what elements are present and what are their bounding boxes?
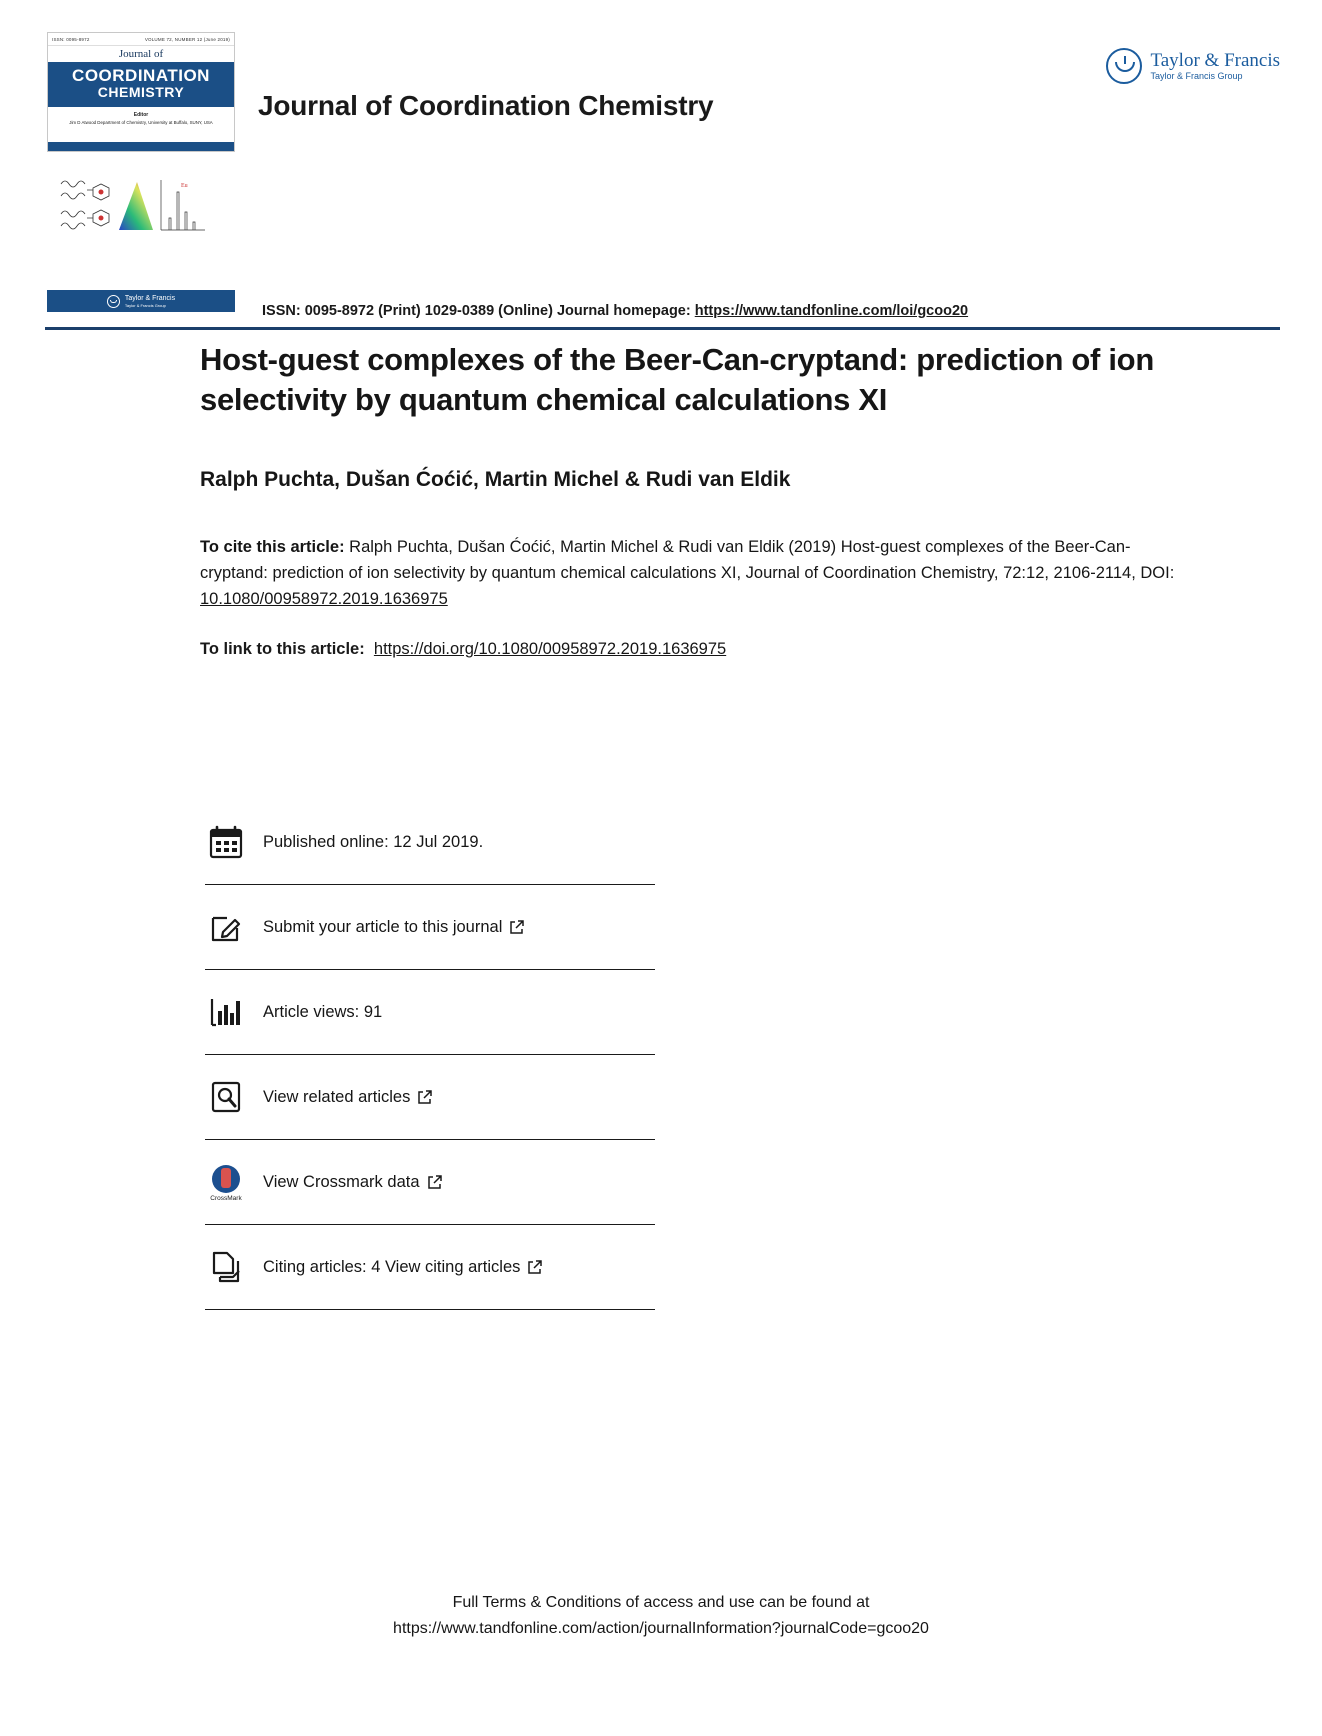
metric-crossmark[interactable] bbox=[205, 1140, 655, 1224]
footer-line-1: Full Terms & Conditions of access and use can be found at bbox=[452, 1594, 870, 1611]
svg-text:Eu: Eu bbox=[181, 183, 188, 189]
doi-link[interactable]: 10.1080/00958972.2019.1636975 bbox=[200, 590, 448, 608]
cover-bottom-bar bbox=[48, 142, 234, 151]
journal-cover-thumbnail[interactable] bbox=[47, 32, 235, 152]
taylor-francis-logo[interactable] bbox=[1106, 48, 1280, 84]
graphical-abstract-thumbnail bbox=[57, 174, 207, 236]
metric-label: Article views: 91 bbox=[263, 1002, 383, 1021]
taylor-francis-mark-icon bbox=[1106, 48, 1142, 84]
link-label: To link to this article: bbox=[200, 640, 365, 658]
external-link-icon bbox=[417, 1090, 432, 1105]
metric-label-text: Citing articles: 4 View citing articles bbox=[263, 1257, 521, 1276]
taylor-francis-strip bbox=[47, 290, 235, 312]
strip-publisher-group: Taylor & Francis Group bbox=[124, 302, 166, 308]
article-block bbox=[200, 340, 1182, 662]
cite-text: Ralph Puchta, Dušan Ćoćić, Martin Michel & Rudi van Eldik (2019) Host-guest complexes of the Beer-Can-cryptand: prediction of ion selectivity by quantum chemical calculations XI, Journal of Coordination Chemistry, 72:12, 2106-2114, DOI: bbox=[200, 538, 1175, 582]
metric-submit-article[interactable] bbox=[205, 885, 655, 969]
cover-editor-label: Editor bbox=[133, 112, 149, 118]
metric-citing-articles[interactable] bbox=[205, 1225, 655, 1309]
metric-label bbox=[263, 1173, 442, 1192]
issn-text: ISSN: 0095-8972 (Print) 1029-0389 (Online) Journal homepage: bbox=[262, 303, 691, 319]
metric-label-text: View Crossmark data bbox=[263, 1172, 420, 1191]
cover-journal-word: Journal of bbox=[118, 48, 164, 60]
cover-issn: ISSN: 0095-8972 bbox=[52, 36, 90, 42]
related-articles-icon bbox=[205, 1076, 247, 1118]
calendar-icon bbox=[205, 821, 247, 863]
journal-title: Journal of Coordination Chemistry bbox=[258, 90, 714, 121]
cover-title-line1: COORDINATION bbox=[72, 66, 210, 85]
svg-text:CrossMark: CrossMark bbox=[210, 1195, 242, 1202]
cover-title-block bbox=[48, 62, 234, 107]
crossmark-icon bbox=[205, 1161, 247, 1203]
footer-line-2[interactable]: https://www.tandfonline.com/action/journalInformation?journalCode=gcoo20 bbox=[393, 1620, 929, 1637]
citing-articles-icon bbox=[205, 1246, 247, 1288]
article-doi-url[interactable]: https://doi.org/10.1080/00958972.2019.1636975 bbox=[373, 640, 727, 658]
cover-title-line2: CHEMISTRY bbox=[97, 84, 185, 100]
article-views-icon bbox=[205, 991, 247, 1033]
cover-editor-block bbox=[48, 107, 234, 126]
article-metrics-list bbox=[205, 800, 655, 1310]
submit-article-icon bbox=[205, 906, 247, 948]
article-title: Host-guest complexes of the Beer-Can-cryptand: prediction of ion selectivity by quantum chemical calculations XI bbox=[200, 342, 1154, 417]
metric-label bbox=[263, 918, 524, 937]
metric-label: Published online: 12 Jul 2019. bbox=[263, 832, 484, 851]
masthead bbox=[0, 22, 1322, 319]
citation-block bbox=[200, 534, 1182, 612]
journal-homepage-link[interactable]: https://www.tandfonline.com/loi/gcoo20 bbox=[694, 303, 969, 319]
cite-label: To cite this article: bbox=[200, 538, 345, 556]
issn-line bbox=[262, 303, 968, 319]
strip-publisher-name: Taylor & Francis bbox=[124, 294, 176, 302]
taylor-francis-small-mark-icon bbox=[107, 295, 120, 308]
metric-divider bbox=[205, 1309, 655, 1310]
external-link-icon bbox=[427, 1175, 442, 1190]
article-authors: Ralph Puchta, Dušan Ćoćić, Martin Michel & Rudi van Eldik bbox=[200, 468, 791, 491]
metric-label bbox=[263, 1258, 542, 1277]
taylor-francis-wordmark bbox=[1150, 51, 1280, 82]
cover-volume: VOLUME 72, NUMBER 12 (June 2019) bbox=[144, 36, 230, 42]
metric-label bbox=[263, 1088, 432, 1107]
publisher-group: Taylor & Francis Group bbox=[1150, 70, 1243, 81]
cover-topbar bbox=[48, 33, 234, 46]
footer bbox=[0, 1590, 1322, 1642]
external-link-icon bbox=[527, 1260, 542, 1275]
metric-article-views bbox=[205, 970, 655, 1054]
link-block bbox=[200, 636, 1182, 662]
header-divider bbox=[45, 327, 1280, 330]
external-link-icon bbox=[509, 920, 524, 935]
metric-label-text: Submit your article to this journal bbox=[263, 917, 503, 936]
metric-published-online bbox=[205, 800, 655, 884]
metric-related-articles[interactable] bbox=[205, 1055, 655, 1139]
publisher-name: Taylor & Francis bbox=[1150, 49, 1280, 71]
cover-editor-line: Jim D Atwood Department of Chemistry, University at Buffalo, SUNY, USA bbox=[69, 120, 213, 125]
metric-label-text: View related articles bbox=[263, 1087, 411, 1106]
